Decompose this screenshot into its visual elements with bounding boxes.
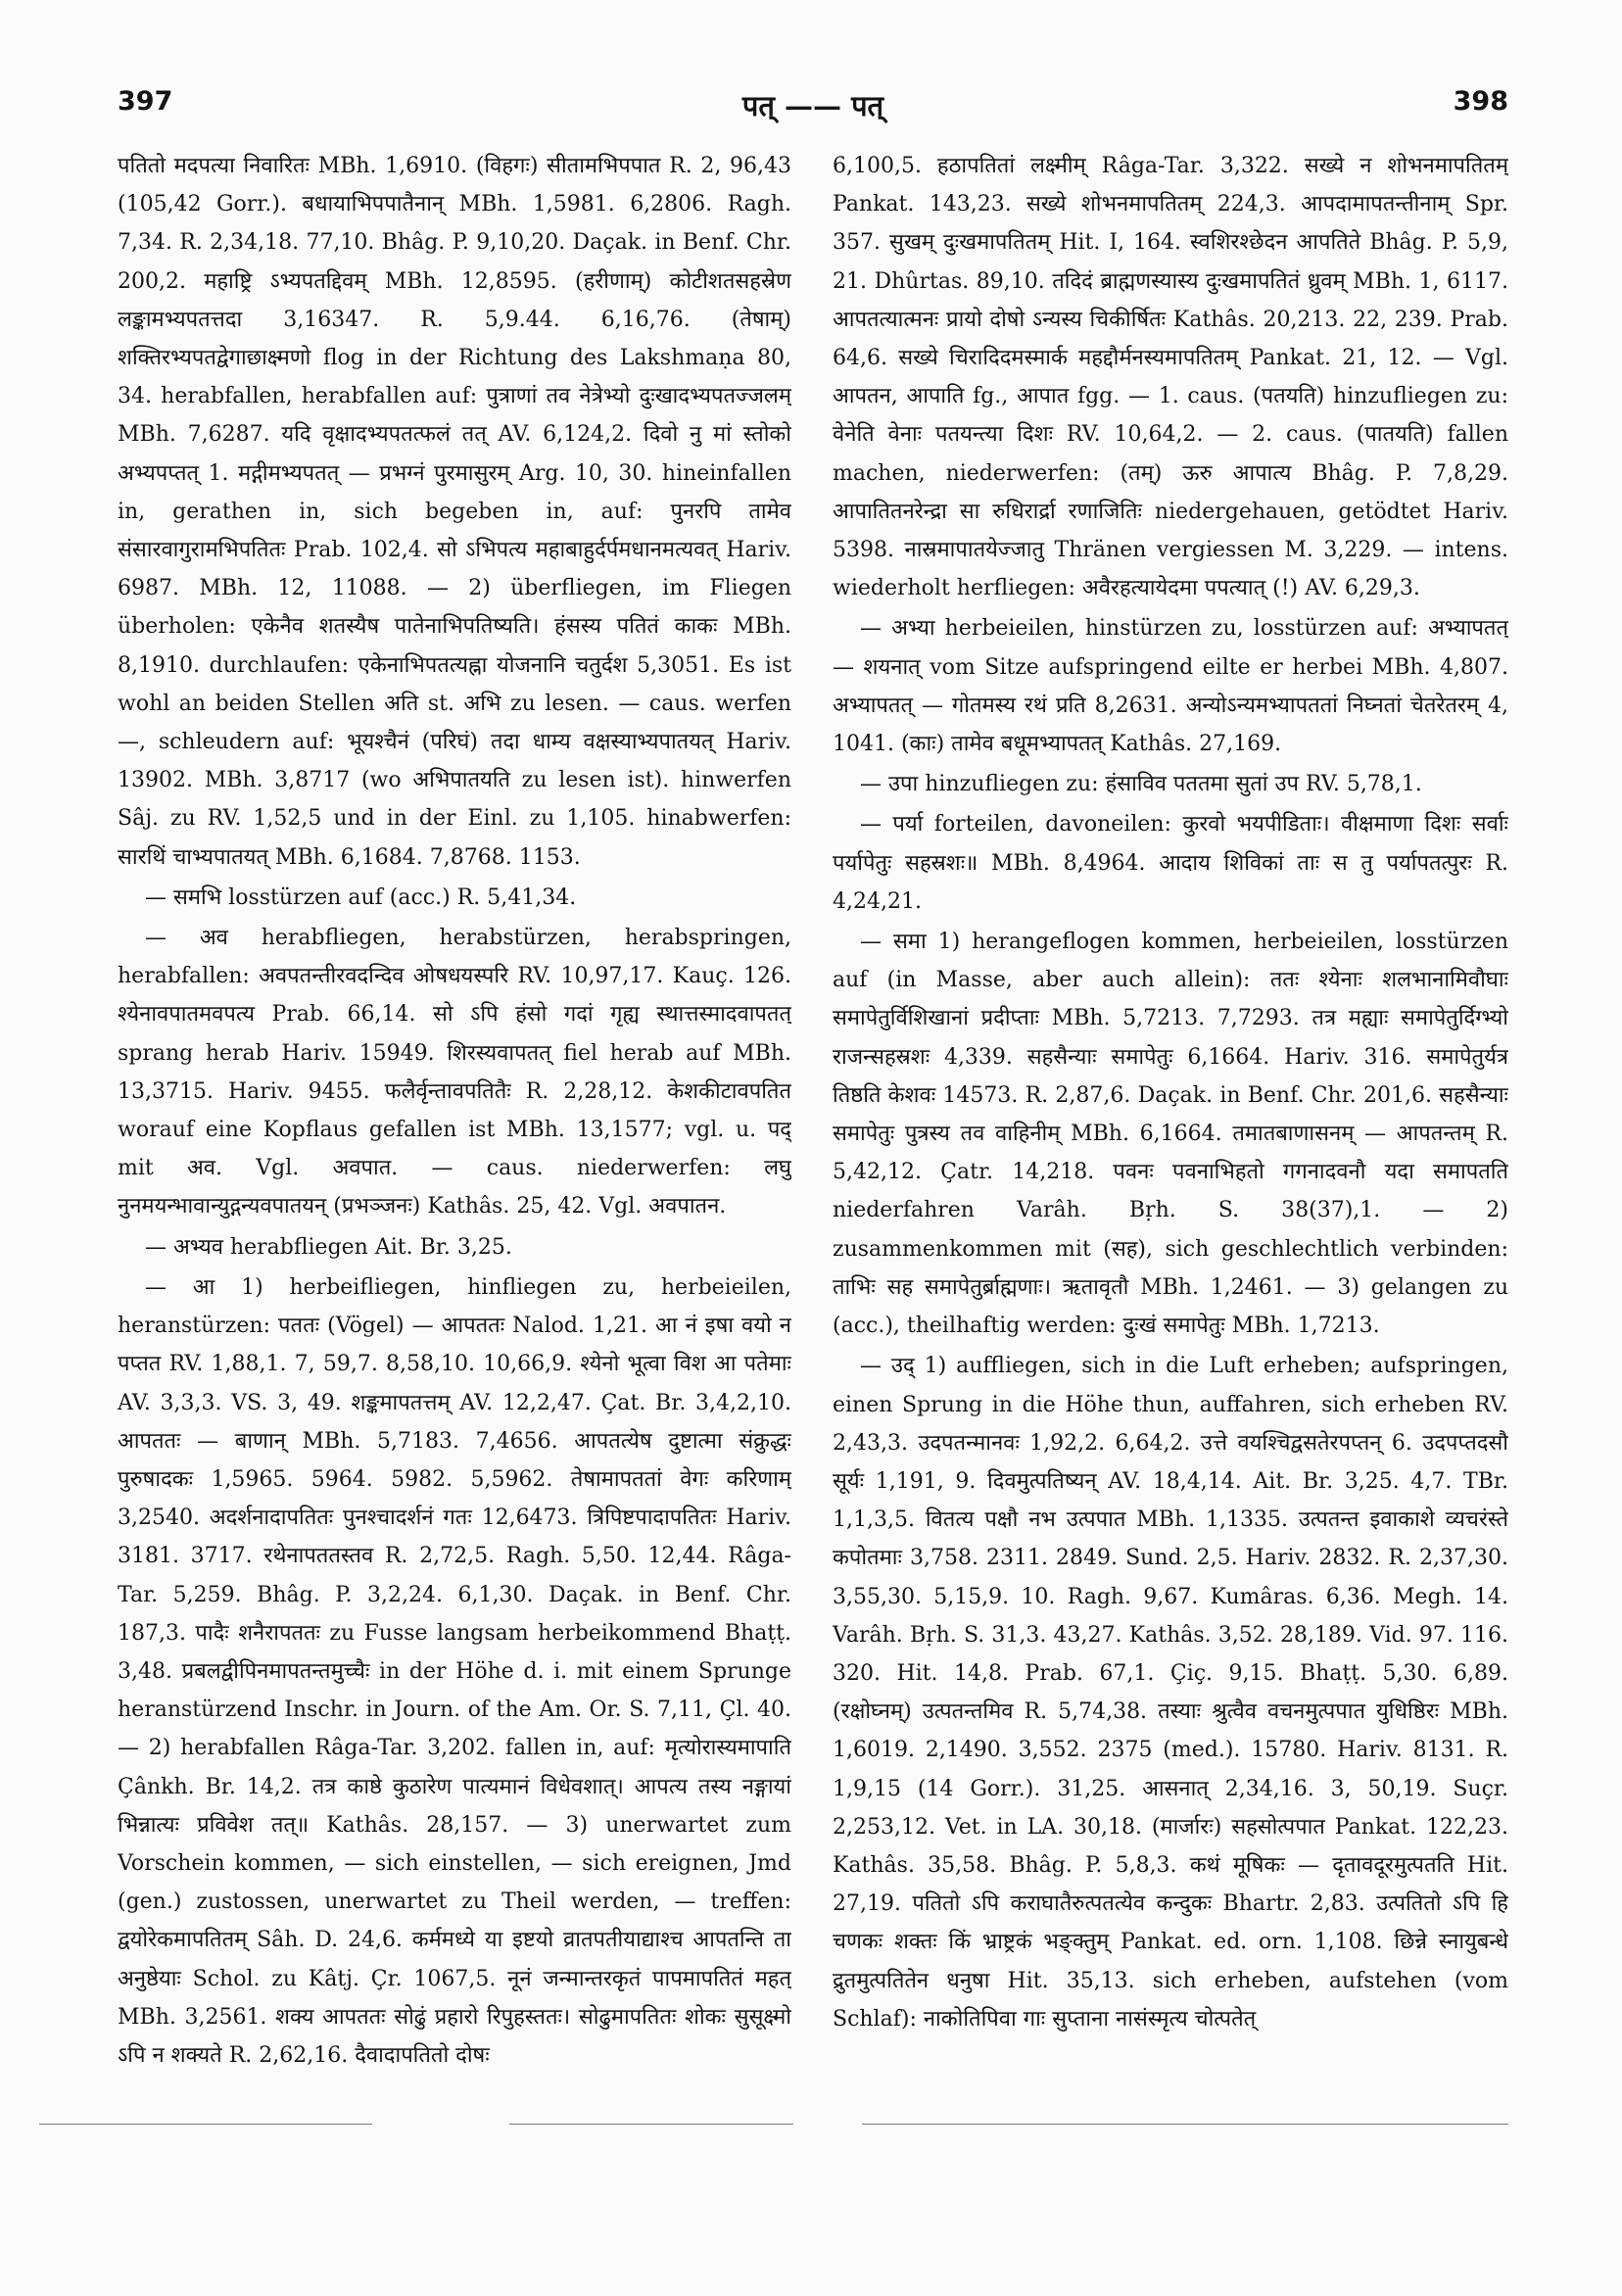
entry-paragraph: — समभि losstürzen auf (acc.) R. 5,41,34. bbox=[145, 885, 577, 910]
bottom-rule bbox=[39, 2124, 372, 2125]
entry-paragraph: — पर्या forteilen, davoneilen: कुरवो भयपीडिताः। वीक्षमाणा दिशः सर्वाः पर्यापेतुः सहस्रशः॥ MBh. 8,4964. आदाय शिविकां ताः स तु पर्यापतत्पुरः R. 4,24,21. bbox=[833, 812, 1508, 914]
entry-paragraph: — अव herabfliegen, herabstürzen, herabspringen, herabfallen: अवपतन्तीरवदन्दिव ओषधयस्परि RV. 10,97,17. Kauç. 126. श्येनावपातमवपत्य Prab. 66,14. सो ऽपि हंसो गदां गृह्य स्थात्तस्मादवापतत् sprang herab Hariv. 15949. शिरस्यवापतत् fiel herab auf MBh. 13,3715. Hariv. 9455. फलैर्वृन्तावपतितैः R. 2,28,12. केशकीटावपतित worauf eine Kopflaus gefallen ist MBh. 13,1577; vgl. u. पद् mit अव. Vgl. अवपात. — caus. niederwerfen: लघु नुनमयन्भावान्युद्गन्यवपातयन् (प्रभञ्जनः) Kathâs. 25, 42. Vgl. अवपातन. bbox=[118, 926, 791, 1220]
page-number-left: 397 bbox=[118, 86, 173, 117]
entry-paragraph: 6,100,5. हठापतितां लक्ष्मीम् Râga-Tar. 3,322. सख्ये न शोभनमापतितम् Pankat. 143,23. सख्ये शोभनमापतितम् 224,3. आपदामापतन्तीनाम् Spr. 357. सुखम् दुःखमापतितम् Hit. I, 164. स्वशिरश्छेदन आपतिते Bhâg. P. 5,9, 21. Dhûrtas. 89,10. तदिदं ब्राह्मणस्यास्य दुःखमापतितं ध्रुवम् MBh. 1, 6117. आपतत्यात्मनः प्रायो दोषो ऽन्यस्य चिकीर्षितः Kathâs. 20,213. 22, 239. Prab. 64,6. सख्ये चिरादिदमस्मार्क महद्दौर्मनस्यमापतितम् Pankat. 21, 12. — Vgl. आपतन, आपाति fg., आपात fgg. — 1. caus. (पतयति) hinzufliegen zu: वेनेति वेनाः पतयन्त्या दिशः RV. 10,64,2. — 2. caus. (पातयति) fallen machen, niederwerfen: (तम्) ऊरु आपात्य Bhâg. P. 7,8,29. आपातितनरेन्द्रा सा रुधिरार्द्रा रणाजितिः niedergehauen, getödtet Hariv. 5398. नास्रमापातयेज्जातु Thränen vergiessen M. 3,229. — intens. wiederholt herfliegen: अवैरहत्यायेदमा पपत्यात् (!) AV. 6,29,3. bbox=[833, 154, 1508, 601]
left-column bbox=[118, 147, 791, 2184]
page-header bbox=[118, 86, 1508, 145]
bottom-rule bbox=[862, 2124, 1508, 2125]
page-number-right: 398 bbox=[1453, 86, 1508, 117]
entry-paragraph: — उद् 1) auffliegen, sich in die Luft erheben; aufspringen, einen Sprung in die Höhe thun, auffahren, sich erheben RV. 2,43,3. उदपतन्मानवः 1,92,2. 6,64,2. उत्ते वयश्चिद्वसतेरपप्तन् 6. उदपप्तदसौ सूर्यः 1,191, 9. दिवमुत्पतिष्यन् AV. 18,4,14. Ait. Br. 3,25. 4,7. TBr. 1,1,3,5. वितत्य पक्षौ नभ उत्पपात MBh. 1,1335. उत्पतन्त इवाकाशे व्यचरंस्ते कपोतमाः 3,758. 2311. 2849. Sund. 2,5. Hariv. 2832. R. 2,37,30. 3,55,30. 5,15,9. 10. Ragh. 9,67. Kumâras. 6,36. Megh. 14. Varâh. Bṛh. S. 31,3. 43,27. Kathâs. 3,52. 28,189. Vid. 97. 116. 320. Hit. 14,8. Prab. 67,1. Çiç. 9,15. Bhaṭṭ. 5,30. 6,89. (रक्षोघ्नम्) उत्पतन्तमिव R. 5,74,38. तस्याः श्रुत्वैव वचनमुत्पपात युधिष्ठिरः MBh. 1,6019. 2,1490. 3,552. 2375 (med.). 15780. Hariv. 8131. R. 1,9,15 (14 Gorr.). 31,25. आसनात् 2,34,16. 3, 50,19. Suçr. 2,253,12. Vet. in LA. 30,18. (मार्जारः) सहसोत्पपात Pankat. 122,23. Kathâs. 35,58. Bhâg. P. 5,8,3. कथं मूषिकः — दृतावदूरमुत्पतति Hit. 27,19. पतितो ऽपि कराघातैरुत्पतत्येव कन्दुकः Bhartr. 2,83. उत्पतितो ऽपि हि चणकः शक्तः किं भ्राष्ट्रकं भङ्क्तुम् Pankat. ed. orn. 1,108. छिन्ने स्नायुबन्धे द्रुतमुत्पतितेन धनुषा Hit. 35,13. sich erheben, aufstehen (vom Schlaf): नाकोतिपिवा गाः सुप्ताना नासंस्मृत्य चोत्पतेत् bbox=[833, 1354, 1508, 2032]
entry-paragraph: पतितो मदपत्या निवारितः MBh. 1,6910. (विहगः) सीतामभिपपात R. 2, 96,43 (105,42 Gorr.). बधायाभिपपातैनान् MBh. 1,5981. 6,2806. Ragh. 7,34. R. 2,34,18. 77,10. Bhâg. P. 9,10,20. Daçak. in Benf. Chr. 200,2. महाष्ट्रि ऽभ्यपतद्दिवम् MBh. 12,8595. (हरीणाम्) कोटीशतसहस्रेण लङ्कामभ्यपतत्तदा 3,16347. R. 5,9.44. 6,16,76. (तेषाम्) शक्तिरभ्यपतद्वेगाछाक्ष्मणो flog in der Richtung des Lakshmaṇa 80, 34. herabfallen, herabfallen auf: पुत्राणां तव नेत्रेभ्यो दुःखादभ्यपतज्जलम् MBh. 7,6287. यदि वृक्षादभ्यपतत्फलं तत् AV. 6,124,2. दिवो नु मां स्तोको अभ्यपप्तत् 1. मद्गीमभ्यपतत् — प्रभग्नं पुरमासुरम् Arg. 10, 30. hineinfallen in, gerathen in, sich begeben in, auf: पुनरपि तामेव संसारवागुरामभिपतितः Prab. 102,4. सो ऽभिपत्य महाबाहुर्दर्पमधानमत्यवत् Hariv. 6987. MBh. 12, 11088. — 2) überfliegen, im Fliegen überholen: एकेनैव शतस्यैष पातेनाभिपतिष्यति। हंसस्य पतितं काकः MBh. 8,1910. durchlaufen: एकेनाभिपतत्यह्ना योजनानि चतुर्दश 5,3051. Es ist wohl an beiden Stellen अति st. अभि zu lesen. — caus. werfen —, schleudern auf: भूयश्चैनं (परिघं) तदा धाम्य वक्षस्याभ्यपातयत् Hariv. 13902. MBh. 3,8717 (wo अभिपातयति zu lesen ist). hinwerfen Sâj. zu RV. 1,52,5 und in der Einl. zu 1,105. hinabwerfen: सारथिं चाभ्यपातयत् MBh. 6,1684. 7,8768. 1153. bbox=[118, 154, 791, 870]
entry-paragraph: — आ 1) herbeifliegen, hinfliegen zu, herbeieilen, heranstürzen: पततः (Vögel) — आपततः Nalod. 1,21. आ नं इषा वयो न पप्तत RV. 1,88,1. 7, 59,7. 8,58,10. 10,66,9. श्येनो भूत्वा विश आ पतेमाः AV. 3,3,3. VS. 3, 49. शङ्कमापतत्तम् AV. 12,2,47. Çat. Br. 3,4,2,10. आपततः — बाणान् MBh. 5,7183. 7,4656. आपतत्येष दुष्टात्मा संक्रुद्धः पुरुषादकः 1,5965. 5964. 5982. 5,5962. तेषामापततां वेगः करिणाम् 3,2540. अदर्शनादापतितः पुनश्चादर्शनं गतः 12,6473. त्रिपिष्टपादापतितः Hariv. 3181. 3717. रथेनापततस्तव R. 2,72,5. Ragh. 5,50. 12,44. Râga-Tar. 5,259. Bhâg. P. 3,2,24. 6,1,30. Daçak. in Benf. Chr. 187,3. पादैः शनैरापततः zu Fusse langsam herbeikommend Bhaṭṭ. 3,48. प्रबलद्वीपिनमापतन्तमुच्चैः in der Höhe d. i. mit einem Sprunge heranstürzend Inschr. in Journ. of the Am. Or. S. 7,11, Çl. 40. — 2) herabfallen Râga-Tar. 3,202. fallen in, auf: मृत्योरास्यमापाति Çânkh. Br. 14,2. तत्र काष्ठे कुठारेण पात्यमानं विधेवशात्। आपत्य तस्य नङ्गायां भिन्नात्यः प्रविवेश तत्॥ Kathâs. 28,157. — 3) unerwartet zum Vorschein kommen, — sich einstellen, — sich ereignen, Jmd (gen.) zustossen, unerwartet zu Theil werden, — treffen: द्वयोरेकमापतितम् Sâh. D. 24,6. कर्ममध्ये या इष्टयो व्रातपतीयाद्याश्च आपतन्ति ता अनुष्ठेयाः Schol. zu Kâtj. Çr. 1067,5. नूनं जन्मान्तरकृतं पापमापतितं महत् MBh. 3,2561. शक्य आपततः सोढुं प्रहारो रिपुहस्ततः। सोढुमापतितः शोकः सुसूक्ष्मो ऽपि न शक्यते R. 2,62,16. दैवादापतितो दोषः bbox=[118, 1274, 791, 2068]
running-headword: पत् —— पत् bbox=[741, 89, 884, 122]
entry-paragraph: — अभ्या herbeieilen, hinstürzen zu, losstürzen auf: अभ्यापतत् — शयनात् vom Sitze aufspringend eilte er herbei MBh. 4,807. अभ्यापतत् — गोतमस्य रथं प्रति 8,2631. अन्योऽन्यमभ्यापततां निघ्नतां चेतरेतरम् 4, 1041. (काः) तामेव बधूमभ्यापतत् Kathâs. 27,169. bbox=[833, 616, 1508, 757]
right-column bbox=[833, 147, 1508, 2184]
bottom-rule bbox=[509, 2124, 793, 2125]
entry-paragraph: — अभ्यव herabfliegen Ait. Br. 3,25. bbox=[145, 1234, 512, 1260]
entry-paragraph: — उपा hinzufliegen zu: हंसाविव पततमा सुतां उप RV. 5,78,1. bbox=[860, 772, 1422, 797]
entry-paragraph: — समा 1) herangeflogen kommen, herbeieilen, losstürzen auf (in Masse, aber auch allein): ततः श्येनाः शलभानामिवौघाः समापेतुर्विशिखानां प्रदीप्ताः MBh. 5,7213. 7,7293. तत्र मह्याः समापेतुर्दिग्भ्यो राजन्सहस्रशः 4,339. सहसैन्याः समापेतुः 6,1664. Hariv. 316. समापेतुर्यत्र तिष्ठति केशवः 14573. R. 2,87,6. Daçak. in Benf. Chr. 201,6. सहसैन्याः समापेतुः पुत्रस्य तव वाहिनीम् MBh. 6,1664. तमातबाणासनम् — आपतन्तम् R. 5,42,12. Çatr. 14,218. पवनः पवनाभिहतो गगनादवनौ यदा समापतति niederfahren Varâh. Bṛh. S. 38(37),1. — 2) zusammenkommen mit (सह), sich geschlechtlich verbinden: ताभिः सह समापेतुर्ब्राह्मणाः। ऋतावृतौ MBh. 1,2461. — 3) gelangen zu (acc.), theilhaftig werden: दुःखं समापेतुः MBh. 1,7213. bbox=[833, 930, 1508, 1339]
